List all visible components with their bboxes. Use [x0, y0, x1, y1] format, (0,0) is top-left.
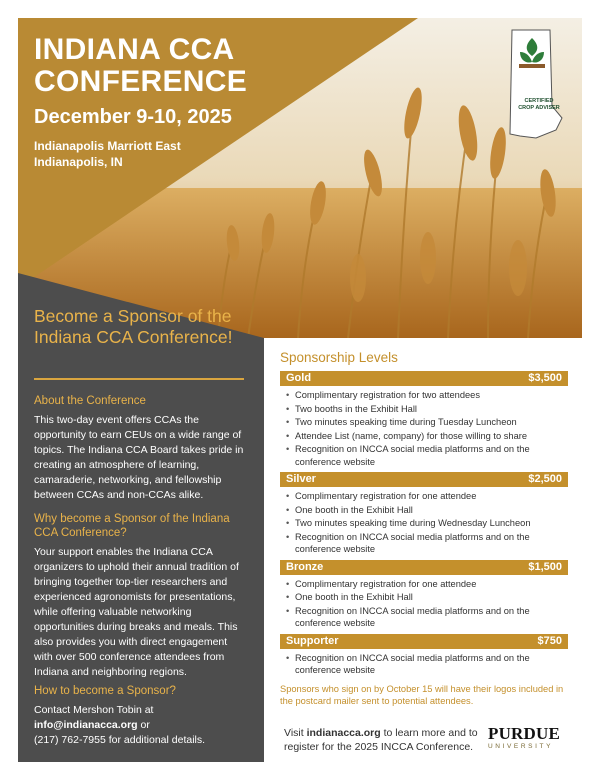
tier-price: $1,500 [528, 560, 562, 573]
benefit-item: • Complimentary registration for one attendee [288, 578, 568, 591]
tier-bar [280, 472, 568, 487]
why-text: Your support enables the Indiana CCA organizers to uphold their annual tradition of bringing together top-tier researchers and experienced agronomists for presentations, while offering valuable networking opportunities during breaks and meals. This also provides you with direct engagement with over 500 conference attendees from Indiana and neighboring regions. [34, 546, 239, 678]
purdue-wordmark: PURDUE [488, 724, 561, 743]
about-heading: About the Conference [34, 395, 146, 407]
benefit-list [280, 575, 568, 630]
benefit-list [280, 487, 568, 556]
contact-email-link[interactable]: info@indianacca.org [34, 719, 138, 731]
benefit-item: • Two minutes speaking time during Wednesday Luncheon [288, 517, 568, 530]
how-contact: Contact Mershon Tobin at [34, 704, 154, 716]
indiana-cca-logo [506, 26, 566, 144]
venue-city: Indianapolis, IN [34, 155, 123, 169]
tier-name: Supporter [286, 634, 339, 647]
tier-name: Silver [286, 473, 316, 485]
why-heading: Why become a Sponsor of the Indiana CCA Conference? [34, 513, 230, 539]
conference-date: December 9-10, 2025 [34, 106, 232, 128]
visit-text [284, 726, 484, 754]
tier-bar [280, 634, 568, 649]
tier-gold [280, 371, 568, 468]
hero-banner [18, 18, 582, 338]
benefit-item: • One booth in the Exhibit Hall [288, 591, 568, 604]
tier-bar [280, 371, 568, 386]
about-section [34, 394, 248, 503]
conference-title: INDIANA CCA CONFERENCE [34, 33, 248, 98]
tier-price: $3,500 [528, 372, 562, 384]
benefit-item: • Recognition on INCCA social media platforms and on the conference website [288, 652, 568, 677]
venue-name: Indianapolis Marriott East [34, 139, 181, 153]
logo-caption: CERTIFIED CROP ADVISER [518, 98, 560, 111]
visit-prefix: Visit [284, 727, 307, 739]
benefit-list [280, 386, 568, 468]
benefit-item: • Two booths in the Exhibit Hall [288, 403, 568, 416]
about-text: This two-day event offers CCAs the opportunity to earn CEUs on a wide range of topics. The Indiana CCA Board takes pride in creating an atmosphere of learning, camaraderie, networking, and fellowship between CCAs and non-CCAs alike. [34, 414, 244, 501]
how-heading: How to become a Sponsor? [34, 685, 176, 697]
how-or: or [137, 719, 150, 731]
purdue-subtitle: UNIVERSITY [488, 743, 554, 750]
visit-suffix: to learn more and to register for the 2025 INCCA Conference. [284, 727, 478, 753]
how-section [34, 684, 248, 748]
website-link[interactable]: indianacca.org [306, 727, 381, 739]
tier-silver [280, 472, 568, 556]
conference-venue [34, 138, 181, 170]
benefit-item: • Complimentary registration for one attendee [288, 490, 568, 503]
tier-bar [280, 560, 568, 575]
levels-title: Sponsorship Levels [280, 350, 398, 365]
early-sponsor-note: Sponsors who sign on by October 15 will have their logos included in the postcard mailer sent to potential attendees. [280, 683, 564, 706]
benefit-list [280, 649, 568, 677]
benefit-item: • Recognition on INCCA social media platforms and on the conference website [288, 531, 568, 556]
purdue-logo [488, 724, 568, 750]
benefit-item: • Two minutes speaking time during Tuesday Luncheon [288, 416, 568, 429]
tier-price: $750 [537, 634, 562, 647]
benefit-item: • One booth in the Exhibit Hall [288, 504, 568, 517]
become-sponsor-heading: Become a Sponsor of the Indiana CCA Conference! [34, 306, 233, 347]
tier-supporter [280, 634, 568, 677]
benefit-item: • Recognition on INCCA social media platforms and on the conference website [288, 605, 568, 630]
benefit-item: • Attendee List (name, company) for those willing to share [288, 430, 568, 443]
tier-bronze [280, 560, 568, 630]
benefit-item: • Recognition on INCCA social media platforms and on the conference website [288, 443, 568, 468]
contact-phone: (217) 762-7955 for additional details. [34, 734, 206, 746]
tier-name: Bronze [286, 560, 324, 573]
heading-divider [34, 378, 244, 380]
why-section [34, 512, 248, 680]
benefit-item: • Complimentary registration for two attendees [288, 389, 568, 402]
tier-price: $2,500 [528, 473, 562, 485]
tier-name: Gold [286, 372, 312, 384]
how-text [34, 703, 248, 748]
sponsorship-levels [280, 350, 568, 708]
